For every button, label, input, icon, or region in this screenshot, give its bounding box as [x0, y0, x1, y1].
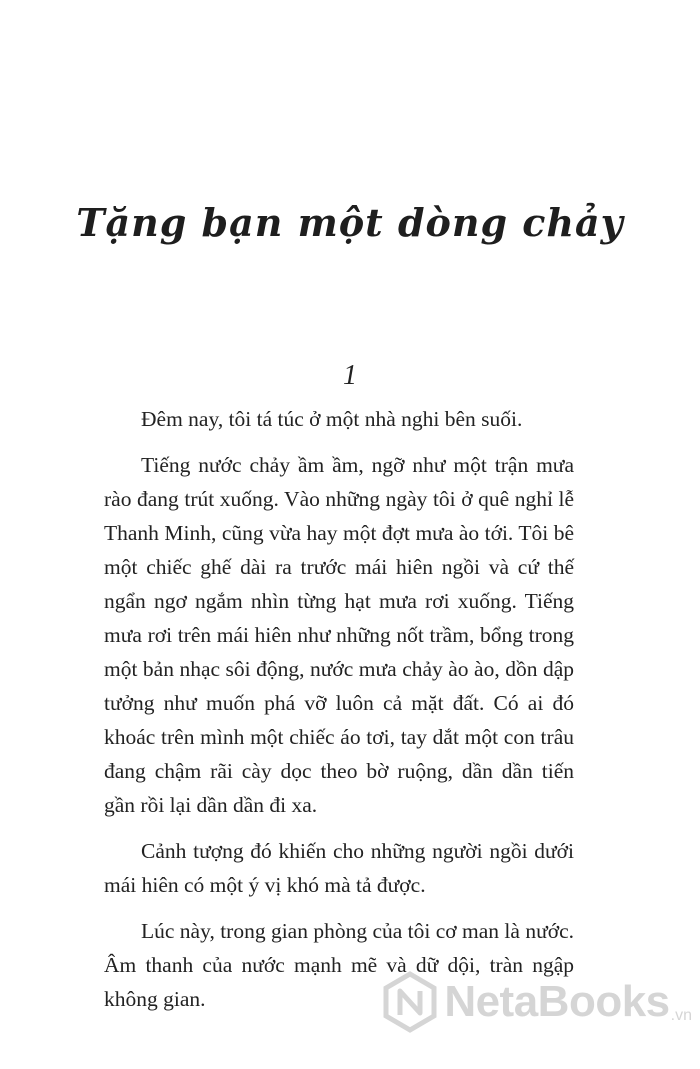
watermark	[382, 971, 692, 1033]
body-text	[104, 402, 574, 1028]
chapter-title: Tặng bạn một dòng chảy	[76, 200, 624, 245]
netabooks-logo-icon	[382, 971, 438, 1033]
paragraph: Tiếng nước chảy ầm ầm, ngỡ như một trận mưa rào đang trút xuống. Vào những ngày tôi ở quê nghỉ lễ Thanh Minh, cũng vừa hay một đợt mưa ào tới. Tôi bê một chiếc ghế dài ra trước mái hiên ngồi và cứ thế ngẩn ngơ ngắm nhìn từng hạt mưa rơi xuống. Tiếng mưa rơi trên mái hiên như những nốt trầm, bổng trong một bản nhạc sôi động, nước mưa chảy ào ào, dồn dập tưởng như muốn phá vỡ luôn cả mặt đất. Có ai đó khoác trên mình một chiếc áo tơi, tay dắt một con trâu đang chậm rãi cày dọc theo bờ ruộng, dần dần tiến gần rồi lại dần dần đi xa.	[104, 453, 574, 817]
section-number: 1	[343, 360, 357, 391]
paragraph: Cảnh tượng đó khiến cho những người ngồi dưới mái hiên có một ý vị khó mà tả được.	[104, 839, 574, 897]
paragraph: Lúc này, trong gian phòng của tôi cơ man là nước. Âm thanh của nước mạnh mẽ và dữ dội, tràn ngập không gian.	[104, 919, 575, 1011]
watermark-brand: NetaBooks	[444, 977, 670, 1026]
paragraph: Đêm nay, tôi tá túc ở một nhà nghi bên suối.	[141, 407, 523, 431]
watermark-suffix: .vn	[670, 1007, 692, 1024]
